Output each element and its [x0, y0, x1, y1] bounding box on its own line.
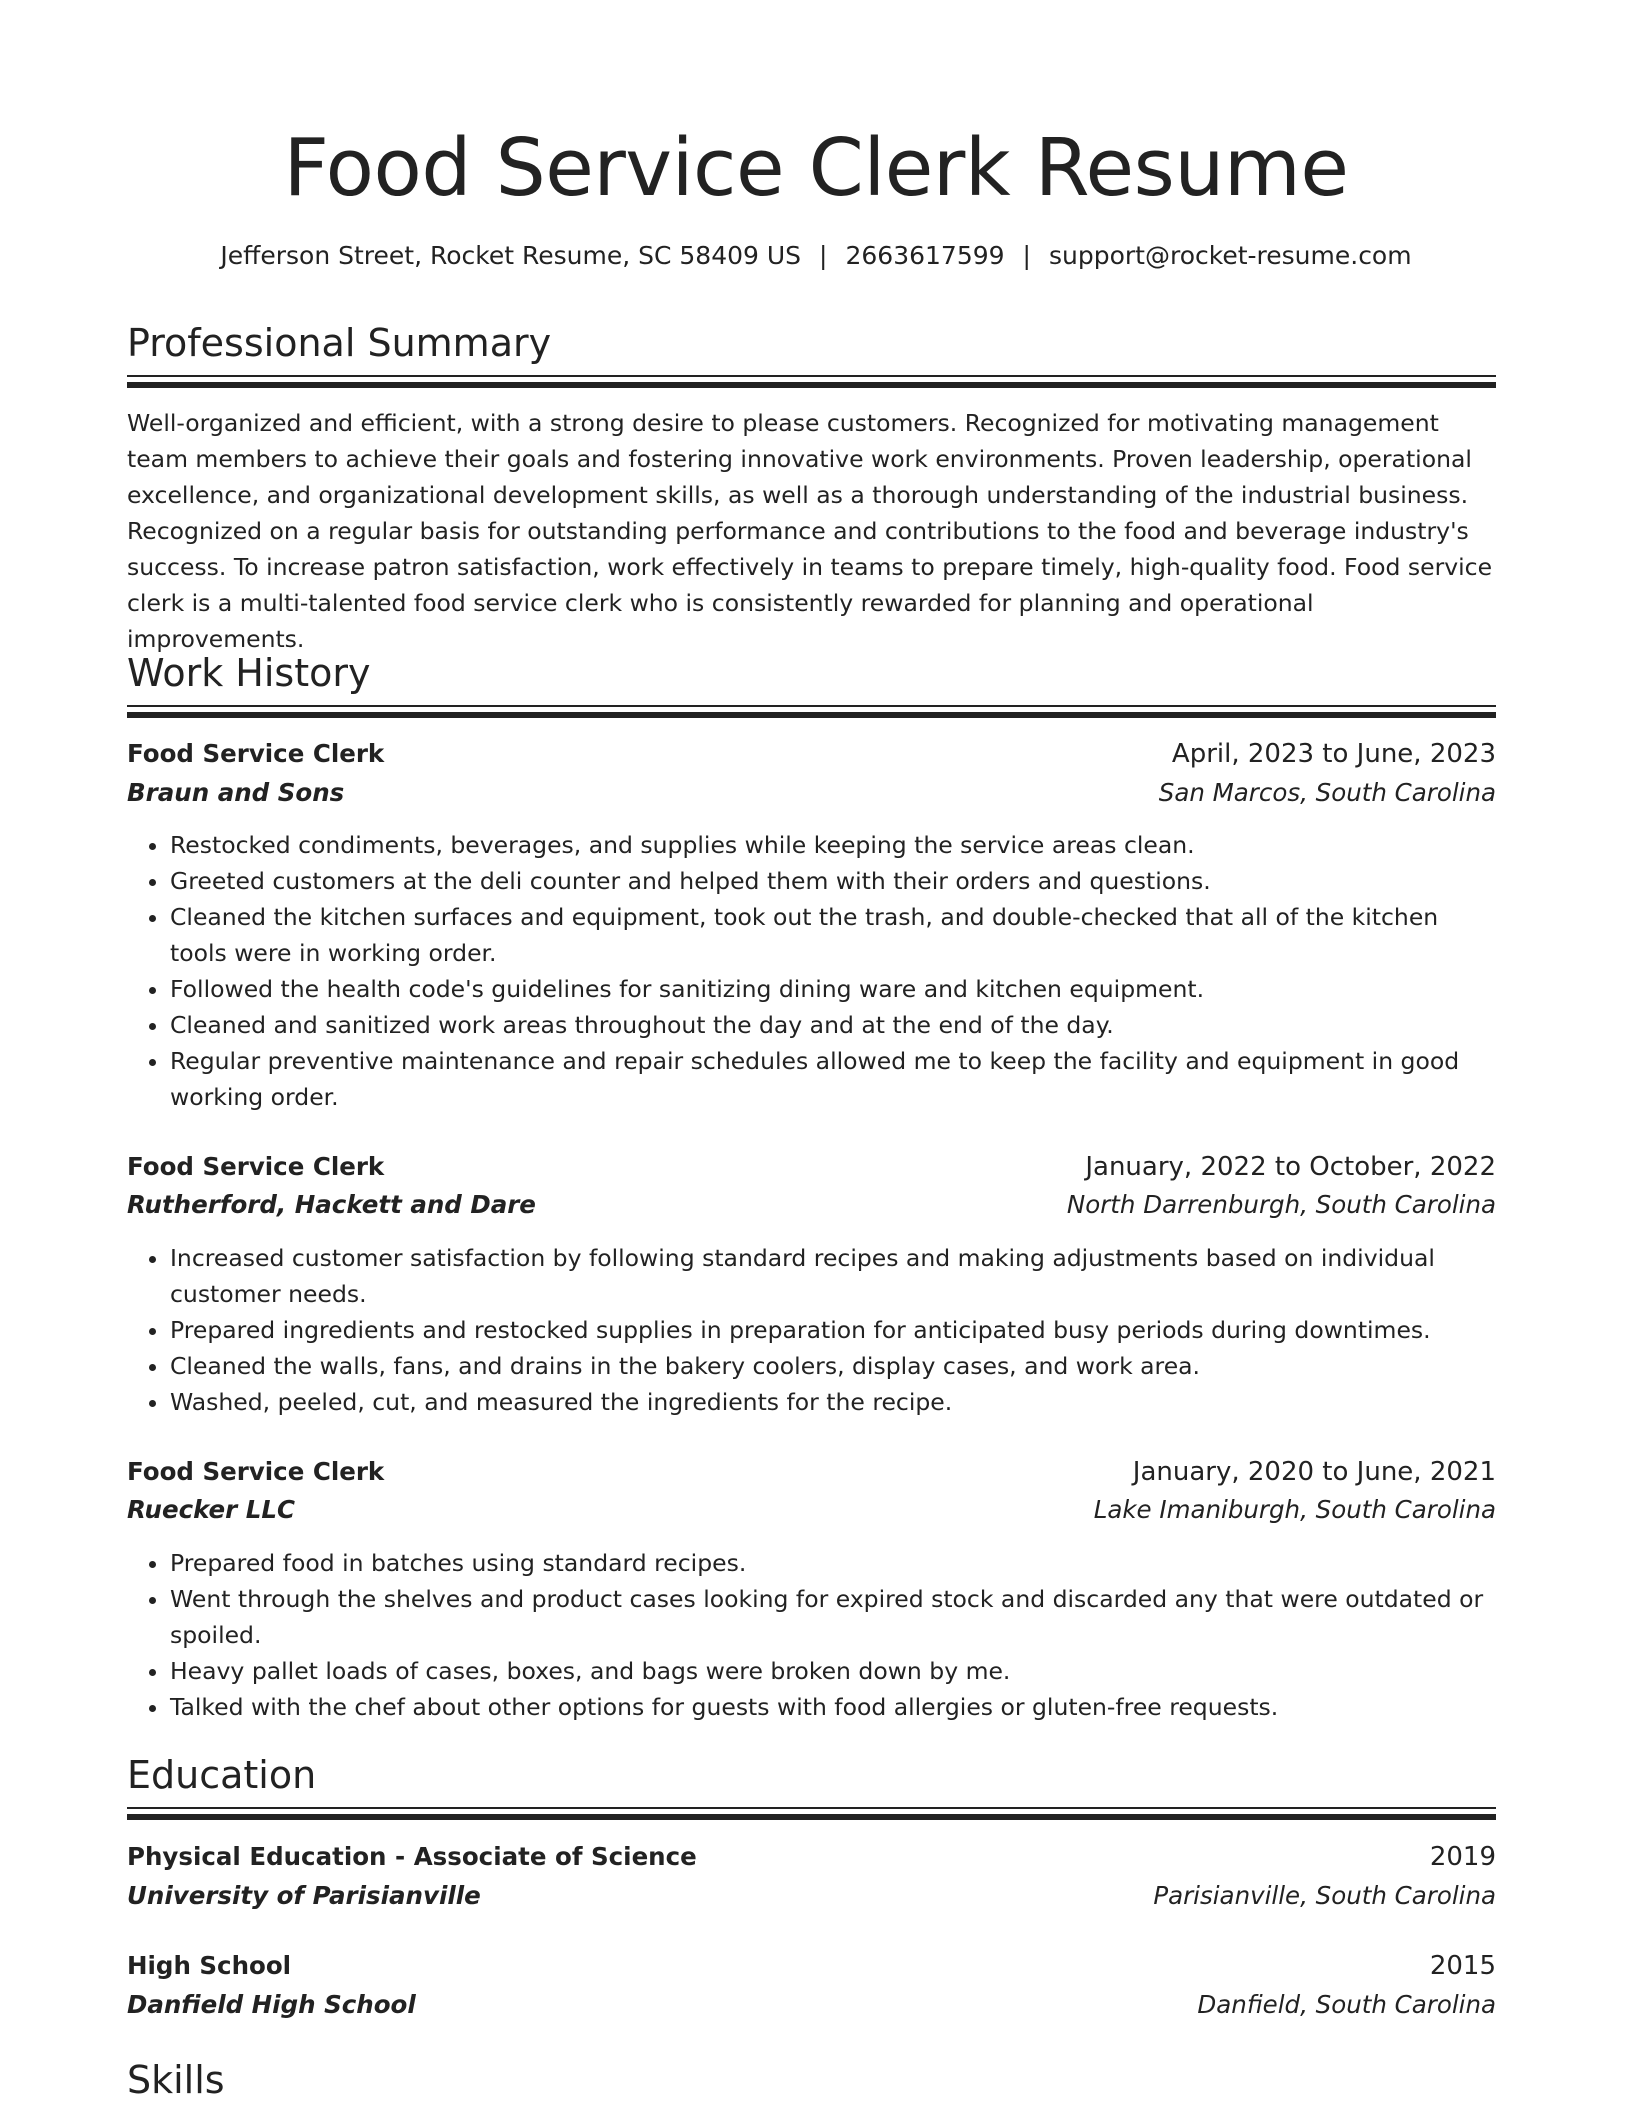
education-year: 2015 [1429, 1951, 1496, 1981]
section-divider [127, 705, 1496, 719]
contact-line [0, 238, 1632, 274]
job-dates: January, 2020 to June, 2021 [1132, 1457, 1496, 1487]
job-location: San Marcos, South Carolina [1158, 778, 1496, 807]
job-bullet: • Greeted customers at the deli counter and helped them with their orders and questions. [170, 863, 1496, 899]
job-bullet: • Heavy pallet loads of cases, boxes, and bags were broken down by me. [170, 1653, 1496, 1689]
education-heading: Education [127, 1753, 317, 1797]
education-location: Parisianville, South Carolina [1153, 1881, 1496, 1910]
job-company: Braun and Sons [127, 778, 345, 807]
education-school: University of Parisianville [127, 1881, 481, 1910]
job-location: Lake Imaniburgh, South Carolina [1093, 1495, 1496, 1524]
job-bullet: • Cleaned the walls, fans, and drains in the bakery coolers, display cases, and work area. [170, 1348, 1496, 1384]
job-bullets [127, 1240, 1496, 1420]
contact-phone: 2663617599 [845, 241, 1005, 270]
job-company: Ruecker LLC [127, 1495, 295, 1524]
job-bullet: • Talked with the chef about other options for guests with food allergies or gluten-free requests. [170, 1689, 1496, 1725]
job-title: Food Service Clerk [127, 739, 385, 768]
education-school: Danfield High School [127, 1990, 416, 2019]
contact-email: support@rocket-resume.com [1048, 241, 1412, 270]
job-bullets [127, 1545, 1496, 1725]
job-subheader [127, 774, 1496, 812]
job-dates: January, 2022 to October, 2022 [1085, 1152, 1496, 1182]
work-history-heading: Work History [127, 651, 371, 695]
education-subheader [127, 1986, 1496, 2024]
education-location: Danfield, South Carolina [1197, 1990, 1496, 2019]
contact-separator: | [819, 241, 828, 270]
resume-title: Food Service Clerk Resume [283, 122, 1349, 214]
contact-separator: | [1022, 241, 1031, 270]
job-subheader [127, 1186, 1496, 1224]
education-year: 2019 [1429, 1842, 1496, 1872]
education-header [127, 1947, 1496, 1985]
job-bullet: • Restocked condiments, beverages, and supplies while keeping the service areas clean. [170, 827, 1496, 863]
job-bullet: • Prepared food in batches using standard recipes. [170, 1545, 1496, 1581]
contact-address: Jefferson Street, Rocket Resume, SC 58409 US [220, 241, 802, 270]
summary-heading: Professional Summary [127, 321, 552, 365]
education-degree: Physical Education - Associate of Science [127, 1842, 697, 1871]
job-bullet: • Followed the health code's guidelines for sanitizing dining ware and kitchen equipment. [170, 971, 1496, 1007]
job-bullet: • Washed, peeled, cut, and measured the ingredients for the recipe. [170, 1384, 1496, 1420]
job-bullet: • Went through the shelves and product cases looking for expired stock and discarded any that were outdated or spoiled. [170, 1581, 1496, 1653]
job-bullet: • Prepared ingredients and restocked supplies in preparation for anticipated busy periods during downtimes. [170, 1312, 1496, 1348]
summary-text: Well-organized and efficient, with a strong desire to please customers. Recognized for motivating management team members to achieve their goals and fostering innovative work environments. Proven leadership, operational excellence, and organizational development skills, as well as a thorough understanding of the industrial business. Recognized on a regular basis for outstanding performance and contributions to the food and beverage industry's success. To increase patron satisfaction, work effectively in teams to prepare timely, high-quality food. Food service clerk is a multi-talented food service clerk who is consistently rewarded for planning and operational improvements. [127, 409, 1493, 653]
job-header [127, 1453, 1496, 1491]
education-degree: High School [127, 1951, 292, 1980]
job-header [127, 735, 1496, 773]
job-bullets [127, 827, 1496, 1115]
job-dates: April, 2023 to June, 2023 [1171, 739, 1496, 769]
job-company: Rutherford, Hackett and Dare [127, 1190, 536, 1219]
section-divider [127, 1807, 1496, 1821]
job-header [127, 1148, 1496, 1186]
job-bullet: • Cleaned and sanitized work areas throughout the day and at the end of the day. [170, 1007, 1496, 1043]
section-divider [127, 375, 1496, 389]
job-subheader [127, 1491, 1496, 1529]
education-header [127, 1838, 1496, 1876]
education-subheader [127, 1877, 1496, 1915]
skills-heading: Skills [127, 2058, 225, 2102]
job-location: North Darrenburgh, South Carolina [1066, 1190, 1496, 1219]
job-bullet: • Cleaned the kitchen surfaces and equipment, took out the trash, and double-checked that all of the kitchen tools were in working order. [170, 899, 1496, 971]
job-bullet: • Increased customer satisfaction by following standard recipes and making adjustments based on individual customer needs. [170, 1240, 1496, 1312]
job-title: Food Service Clerk [127, 1152, 385, 1181]
job-bullet: • Regular preventive maintenance and repair schedules allowed me to keep the facility and equipment in good working order. [170, 1043, 1496, 1115]
job-title: Food Service Clerk [127, 1457, 385, 1486]
